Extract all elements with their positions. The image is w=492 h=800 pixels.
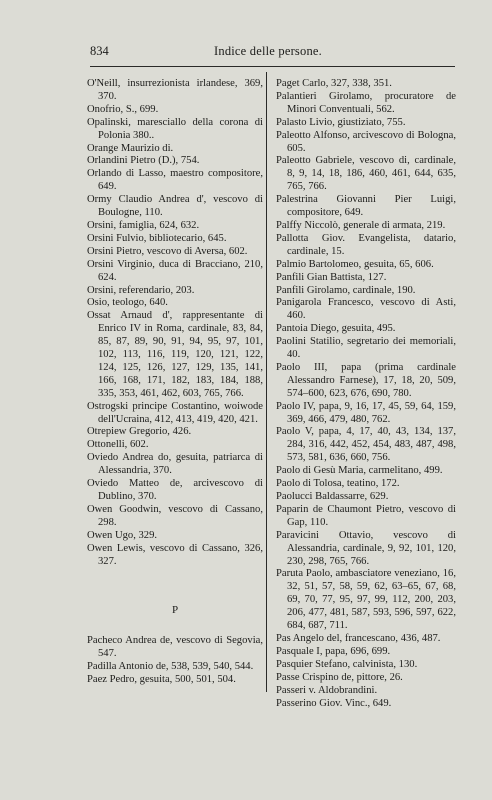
index-entry: Palasto Livio, giustiziato, 755. [276,116,406,128]
index-entry: Palmio Bartolomeo, gesuita, 65, 606. [276,258,434,270]
index-entry: Paget Carlo, 327, 338, 351. [276,78,392,89]
running-header [90,44,436,62]
index-entry: Paez Pedro, gesuita, 500, 501, 504. [87,674,236,686]
index-entry: Paolucci Baldassarre, 629. [276,491,389,502]
index-entry: Pas Angelo del, francescano, 436, 487. [276,632,441,644]
index-entry: Paolo V, papa, 4, 17, 40, 43, 134, 137, 284, 316, 442, 452, 454, 483, 487, 498, 573, 581, 636, 660, 756. [276,426,456,464]
index-entry: Panigarola Francesco, vescovo di Asti, 460. [276,297,456,322]
index-entry: Orange Maurizio di. [87,142,174,154]
index-entry: Orsini Fulvio, bibliotecario, 645. [87,232,227,244]
index-entry: Ostrogski principe Costantino, woiwode dell'Ucraina, 412, 413, 419, 420, 421. [87,400,263,425]
index-entry: Osio, teologo, 640. [87,297,168,309]
index-entry: Palantieri Girolamo, procuratore de Minori Conventuali, 562. [276,90,456,115]
page-number: 834 [90,44,109,58]
index-entry: Orlandini Pietro (D.), 754. [87,155,200,167]
index-entry: Owen Ugo, 329. [87,529,158,541]
section-letter: P [171,604,179,617]
index-entry: Oviedo Matteo de, arcivescovo di Dublino, 370. [87,478,263,502]
index-entry: O'Neill, insurrezionista irlandese, 369, 370. [87,78,263,102]
index-entry: Opalinski, maresciallo della corona di Polonia 380.. [87,116,263,141]
index-entry: Paruta Paolo, ambasciatore veneziano, 16, 32, 51, 57, 58, 59, 62, 63–65, 67, 68, 69, 70, 77, 95, 97, 99, 112, 200, 203, 206, 477, 481, 587, 593, 596, 597, 622, 684, 687, 711. [276,568,456,632]
header-rule [90,66,455,67]
index-entry: Onofrio, S., 699. [87,103,159,115]
index-entry: Orsini Pietro, vescovo di Aversa, 602. [87,245,248,257]
index-entry: Panfili Girolamo, cardinale, 190. [276,284,416,296]
index-entry: Palestrina Giovanni Pier Luigi, compositore, 649. [276,194,456,219]
index-entry: Pallotta Giov. Evangelista, datario, cardinale, 15. [276,232,456,257]
index-entry: Orsini, referendario, 203. [87,284,195,296]
index-column-right [276,78,456,710]
index-entry: Pantoia Diego, gesuita, 495. [276,323,396,335]
index-entry: Paolo IV, papa, 9, 16, 17, 45, 59, 64, 159, 369, 466, 479, 480, 762. [276,400,456,425]
index-entry: Paolo III, papa (prima cardinale Alessandro Farnese), 17, 18, 20, 509, 574–600, 623, 676, 690, 780. [276,361,456,399]
running-title: Indice delle persone. [214,44,322,58]
index-entry: Paolo di Tolosa, teatino, 172. [276,478,400,490]
index-entry: Orsini Virginio, duca di Bracciano, 210, 624. [87,258,263,283]
index-entry: Paleotto Gabriele, vescovo di, cardinale, 8, 9, 14, 18, 186, 460, 461, 644, 635, 765, 766. [276,155,456,193]
index-entry: Pasquier Stefano, calvinista, 130. [276,658,418,670]
index-entry: Orlando di Lasso, maestro compositore, 649. [87,168,263,193]
index-entry: Paolo di Gesù Maria, carmelitano, 499. [276,465,443,477]
index-entry: Pasquale I, papa, 696, 699. [276,645,391,657]
index-entry: Owen Goodwin, vescovo di Cassano, 298. [87,503,263,528]
index-entry: Passe Crispino de, pittore, 26. [276,671,403,683]
index-column-left [87,78,263,687]
index-entry: Oviedo Andrea do, gesuita, patriarca di Alessandria, 370. [87,452,263,477]
index-entry: Passerino Giov. Vinc., 649. [276,697,392,709]
index-entry: Pacheco Andrea de, vescovo di Segovia, 547. [87,635,263,660]
index-entry: Paleotto Alfonso, arcivescovo di Bologna, 605. [276,129,456,154]
index-entry: Paravicini Ottavio, vescovo di Alessandria, cardinale, 9, 92, 101, 120, 230, 298, 765, 766. [276,529,456,567]
index-entry: Ormy Claudio Andrea d', vescovo di Boulogne, 110. [87,194,263,219]
index-entry: Palffy Niccolò, generale di armata, 219. [276,219,446,231]
index-entry: Ossat Arnaud d', rappresentante di Enrico IV in Roma, cardinale, 83, 84, 85, 87, 89, 90, 91, 94, 95, 97, 101, 102, 113, 116, 119, 120, 121, 122, 124, 125, 126, 127, 129, 135, 141, 166, 168, 171, 182, 183, 184, 188, 335, 353, 461, 462, 603, 765, 766. [87,310,263,399]
column-divider [266,72,267,692]
index-entry: Ottonelli, 602. [87,439,149,451]
index-entry: Owen Lewis, vescovo di Cassano, 326, 327. [87,542,263,567]
index-entry: Otrepiew Gregorio, 426. [87,426,192,438]
index-entry: Orsini, famiglia, 624, 632. [87,219,200,231]
index-entry: Paparin de Chaumont Pietro, vescovo di Gap, 110. [276,503,456,528]
index-entry: Paolini Statilio, segretario dei memoriali, 40. [276,336,456,361]
index-entry: Padilla Antonio de, 538, 539, 540, 544. [87,661,254,673]
index-entry: Panfili Gian Battista, 127. [276,271,387,283]
index-entry: Passeri v. Aldobrandini. [276,684,378,696]
